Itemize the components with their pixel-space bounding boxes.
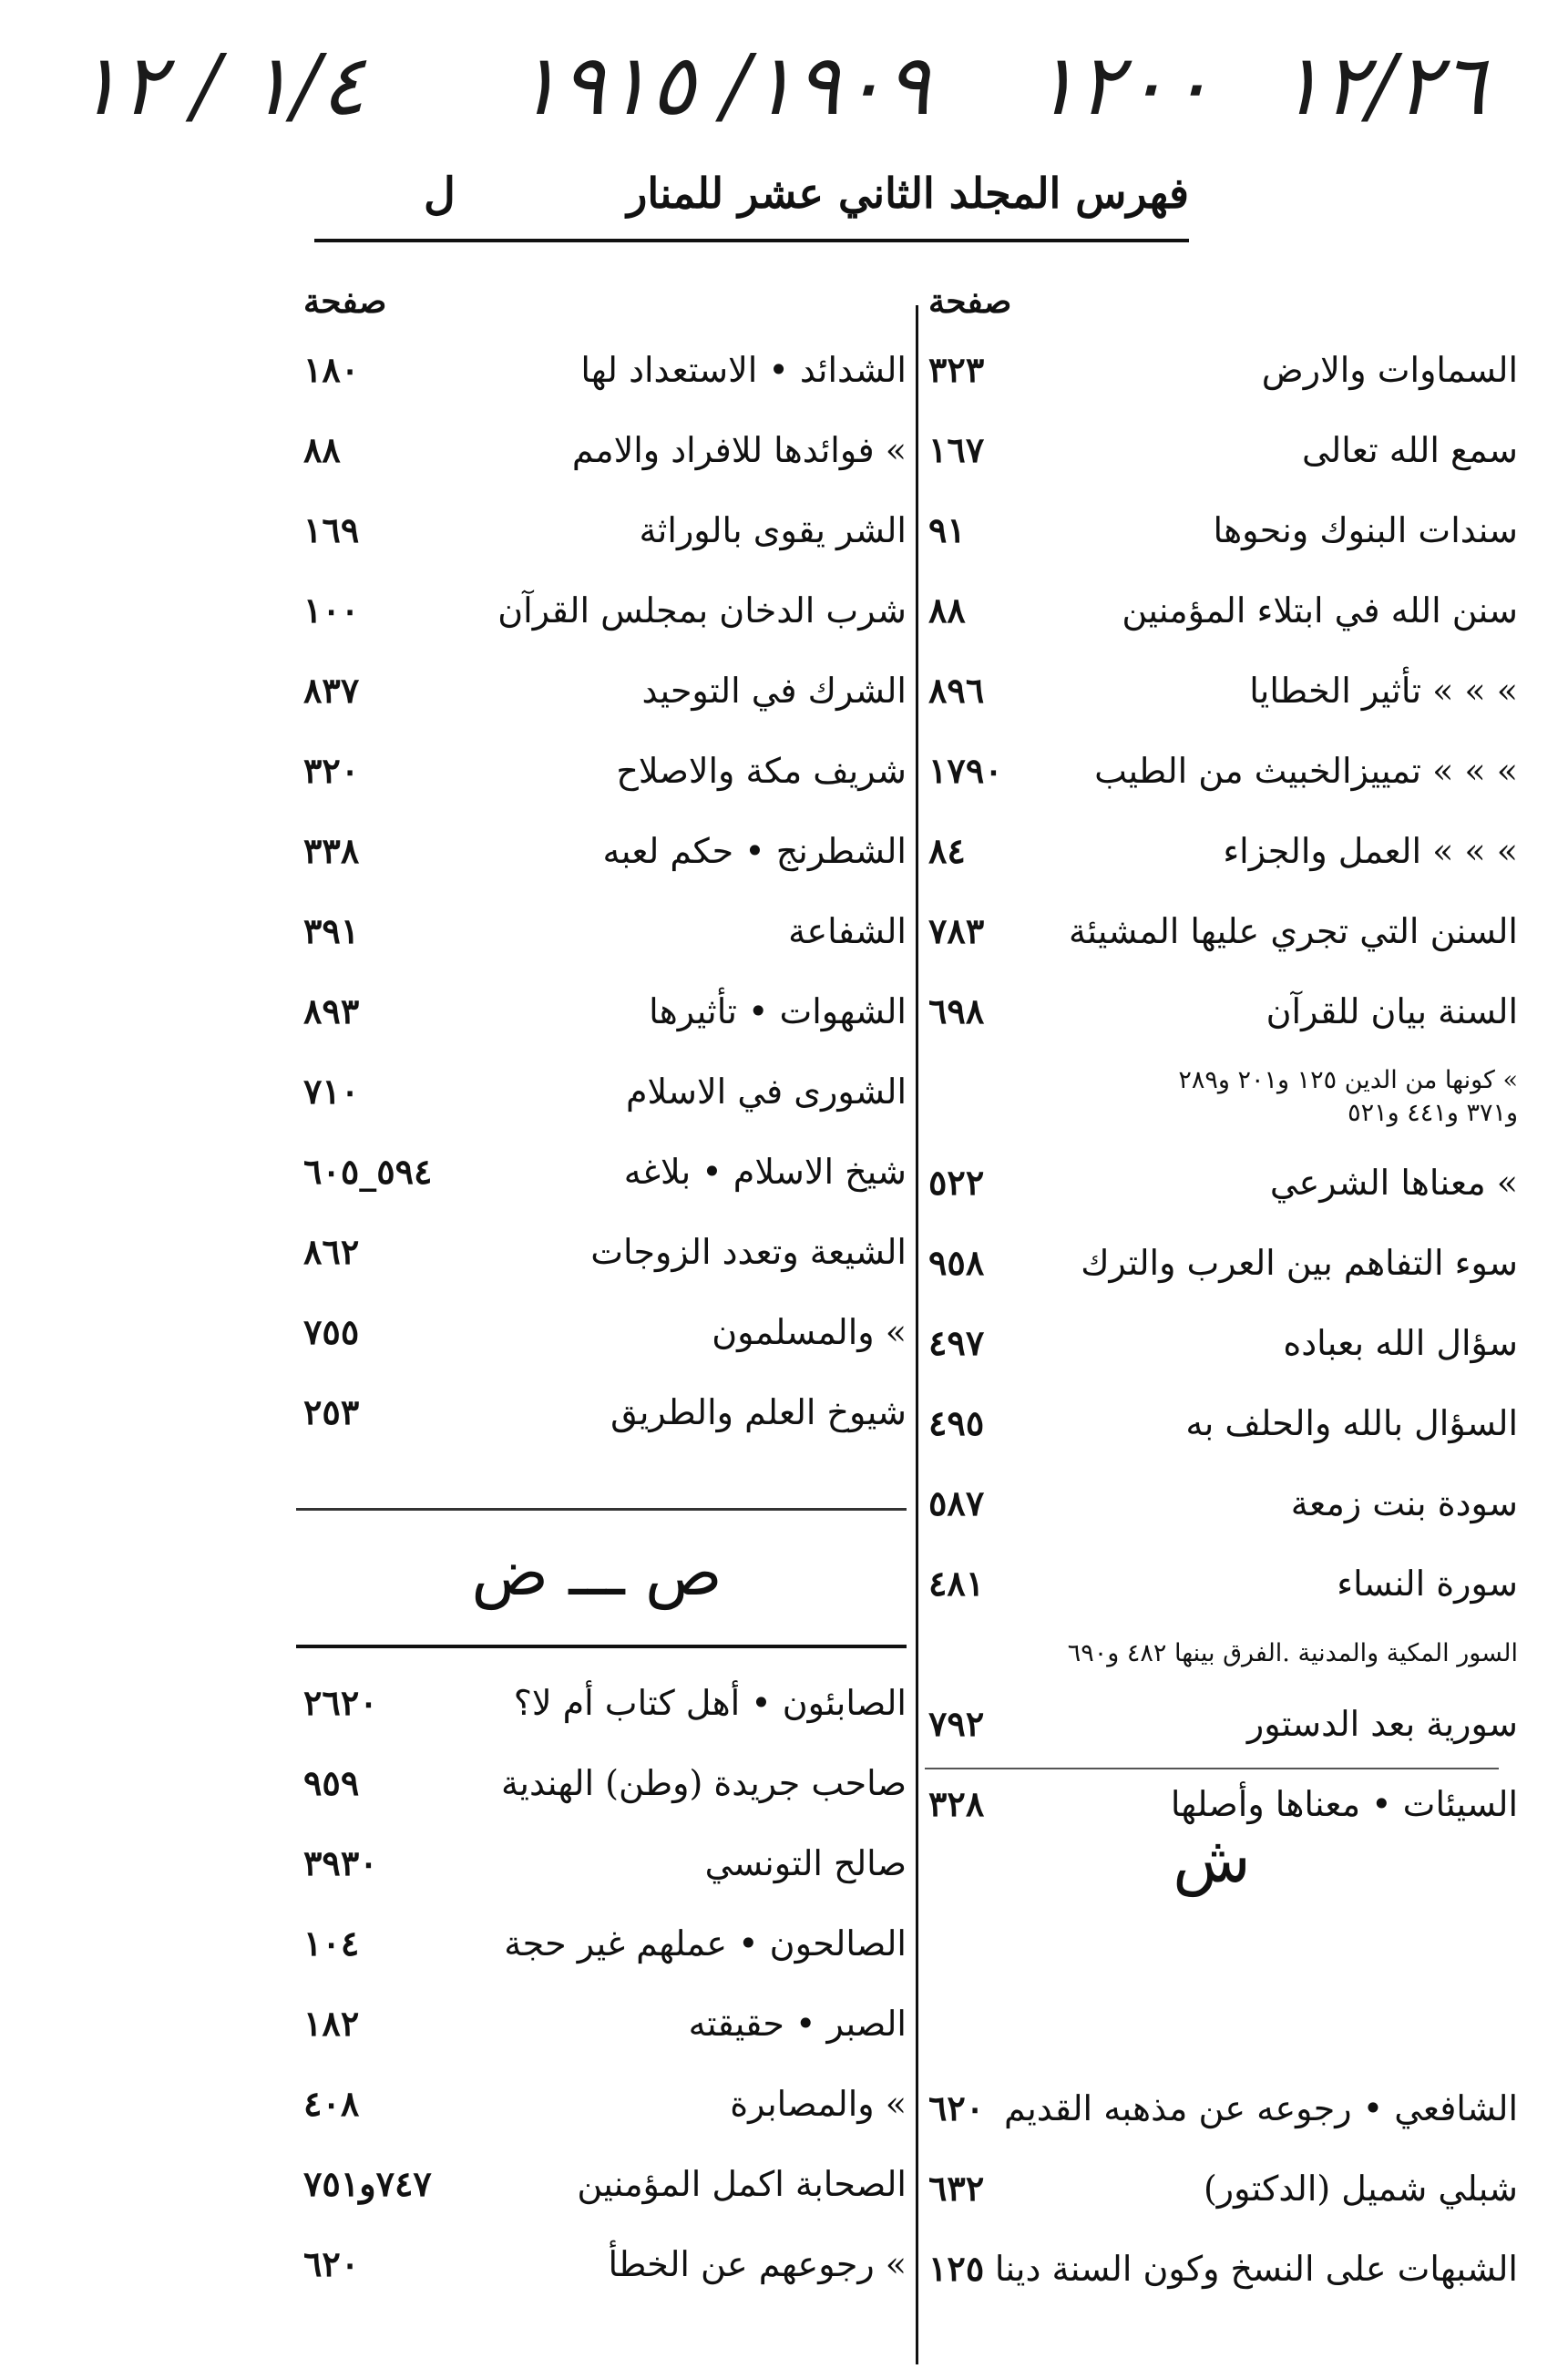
entry-page-number: ٣٩٣٠	[303, 1842, 378, 1883]
entry-text: السؤال بالله والحلف به	[1185, 1403, 1518, 1443]
entry-text: شيوخ العلم والطريق	[610, 1392, 907, 1432]
entry-page-number: ٧٨٣	[928, 910, 985, 951]
entry-page-number: ٨٨	[928, 590, 966, 631]
page-letter: ل	[424, 169, 456, 220]
entry-page-number: ٨٦٢	[303, 1231, 360, 1272]
index-entry	[296, 1903, 907, 1984]
entry-text: سورية بعد الدستور	[1246, 1704, 1518, 1744]
column-heading-left: صفحة	[303, 282, 387, 321]
index-entry	[921, 1051, 1518, 1143]
entry-page-number: ١٦٩	[303, 509, 360, 550]
entry-text: » معناها الشرعي	[1269, 1163, 1518, 1203]
index-entry	[921, 1223, 1518, 1303]
entry-text: » والمسلمون	[712, 1312, 907, 1352]
index-entry	[921, 811, 1518, 891]
handwritten-note-3: ١٩٠٩/ ١٩١٥	[515, 36, 930, 134]
left-entries-sad	[296, 1663, 907, 2304]
index-entry	[921, 410, 1518, 490]
entry-text: الشرك في التوحيد	[641, 671, 907, 711]
entry-text: سودة بنت زمعة	[1290, 1483, 1518, 1523]
index-entry	[921, 330, 1518, 410]
entry-text: السنن التي تجري عليها المشيئة	[1069, 911, 1518, 951]
index-entry	[296, 731, 907, 811]
entry-text: الشطرنج • حكم لعبه	[602, 831, 907, 871]
index-entry	[296, 1132, 907, 1212]
index-entry	[921, 2229, 1518, 2309]
index-entry	[296, 490, 907, 570]
entry-page-number: ٢٦٢٠	[303, 1682, 378, 1723]
entry-page-number: ٦٣٢	[928, 2168, 985, 2209]
entry-page-number: ٧٥٥	[303, 1311, 360, 1352]
entry-text: شبلي شميل (الدكتور)	[1203, 2169, 1518, 2209]
handwritten-annotations	[0, 36, 1568, 173]
entry-page-number: ٣٢٣	[928, 349, 985, 390]
entry-page-number: ١٦٧	[928, 429, 985, 470]
entry-page-number: ٩٥٨	[928, 1242, 985, 1283]
entry-text: الشافعي • رجوعه عن مذهبه القديم	[1003, 2088, 1518, 2128]
entry-text: سورة النساء	[1337, 1564, 1518, 1604]
entry-text: الشدائد • الاستعداد لها	[580, 350, 907, 390]
entry-text: الشهوات • تأثيرها	[649, 991, 907, 1031]
column-divider	[916, 305, 918, 2364]
entry-text: الشفاعة	[788, 911, 907, 951]
entry-page-number: ٧١٠	[303, 1071, 360, 1112]
index-entry	[296, 1212, 907, 1292]
entry-text: سندات البنوك ونحوها	[1213, 510, 1518, 550]
index-entry	[921, 1383, 1518, 1463]
index-entry	[921, 731, 1518, 811]
index-entry	[921, 1543, 1518, 1624]
index-entry	[921, 490, 1518, 570]
entry-page-number: ٩٥٩	[303, 1762, 360, 1803]
index-entry	[296, 1984, 907, 2064]
index-entry	[921, 1143, 1518, 1223]
entry-page-number: ١٧٩٠	[928, 750, 1003, 791]
entry-text-continued: و٣٧١ و٤٤١ و٥٢١	[1348, 1099, 1518, 1127]
index-entry	[921, 891, 1518, 971]
index-entry	[296, 1743, 907, 1823]
entry-page-number: ٣٢٨	[928, 1783, 985, 1824]
index-entry	[296, 410, 907, 490]
entry-text: الشبهات على النسخ وكون السنة دينا	[994, 2249, 1518, 2289]
index-entry	[921, 1303, 1518, 1383]
page-header	[314, 169, 1189, 232]
entry-page-number: ٤٩٧	[928, 1322, 985, 1363]
entry-page-number: ١٨٢	[303, 2003, 360, 2044]
left-entries	[296, 330, 907, 1452]
index-entry	[296, 330, 907, 410]
entry-page-number: ١٠٠	[303, 590, 360, 631]
entry-text: الشر يقوى بالوراثة	[639, 510, 907, 550]
index-entry	[296, 1051, 907, 1132]
entry-page-number: ٨٩٦	[928, 670, 985, 711]
entry-text: » فوائدها للافراد والامم	[571, 430, 907, 470]
index-entry	[921, 570, 1518, 651]
index-entry	[296, 891, 907, 971]
entry-text: صاحب جريدة (وطن) الهندية	[501, 1763, 907, 1803]
entry-page-number: ٨٣٧	[303, 670, 360, 711]
entry-page-number: ٣٣٨	[303, 830, 360, 871]
entry-page-number: ٤٩٥	[928, 1402, 985, 1443]
entry-page-number: ٤٠٨	[303, 2083, 360, 2124]
handwritten-note-1: ١٢/٢٦	[1277, 36, 1486, 134]
entry-text: » والمصابرة	[730, 2084, 907, 2124]
entry-text: » كونها من الدين ١٢٥ و٢٠١ و٢٨٩	[1178, 1066, 1518, 1094]
entry-text: الصحابة اكمل المؤمنين	[577, 2164, 907, 2204]
entry-page-number: ١٠٤	[303, 1923, 360, 1964]
entry-text: » رجوعهم عن الخطأ	[608, 2244, 907, 2284]
index-entry	[296, 651, 907, 731]
index-entry	[296, 811, 907, 891]
entry-text: الصابئون • أهل كتاب أم لا؟	[513, 1683, 907, 1723]
handwritten-note-2: ١٢٠٠	[1032, 36, 1213, 134]
entry-text: شريف مكة والاصلاح	[616, 751, 907, 791]
column-heading-right: صفحة	[928, 282, 1012, 321]
entry-page-number: ٦٢٠	[303, 2243, 360, 2284]
entry-text: شرب الدخان بمجلس القرآن	[497, 590, 907, 631]
section-heading-sh: ش	[1173, 1822, 1251, 1897]
entry-text: الصبر • حقيقته	[688, 2004, 907, 2044]
index-entry	[921, 1624, 1518, 1684]
entry-page-number: ٥٢٢	[928, 1162, 985, 1203]
index-entry	[921, 651, 1518, 731]
entry-text: » » » تأثير الخطايا	[1249, 671, 1518, 711]
entry-page-number: ٥٨٧	[928, 1482, 985, 1523]
entry-page-number: ٤٨١	[928, 1563, 985, 1604]
entry-text: » » » العمل والجزاء	[1223, 831, 1518, 871]
right-column	[921, 273, 1518, 1844]
entry-text: شيخ الاسلام • بلاغه	[623, 1152, 907, 1192]
section-rule-sad-top	[296, 1508, 907, 1511]
index-entry	[296, 2064, 907, 2144]
index-entry	[296, 2224, 907, 2304]
entry-text: السنة بيان للقرآن	[1266, 991, 1518, 1031]
header-rule	[314, 239, 1189, 242]
index-entry	[921, 1463, 1518, 1543]
index-entry	[921, 971, 1518, 1051]
entry-page-number: ٣٢٠	[303, 750, 360, 791]
entry-page-number: ٨٨	[303, 429, 341, 470]
index-entry	[296, 1823, 907, 1903]
index-entry	[296, 1663, 907, 1743]
entry-text: السور المكية والمدنية .الفرق بينها ٤٨٢ و٦٩٠	[1067, 1639, 1518, 1667]
entry-page-number: ٨٩٣	[303, 990, 360, 1031]
entry-text: سؤال الله بعباده	[1283, 1323, 1518, 1363]
entry-page-number: ٥٩٤_٦٠٥	[303, 1151, 433, 1192]
entry-text: الشيعة وتعدد الزوجات	[590, 1232, 907, 1272]
index-entry	[296, 2144, 907, 2224]
entry-page-number: ٨٤	[928, 830, 966, 871]
index-entry	[921, 1684, 1518, 1764]
index-entry	[296, 570, 907, 651]
entry-page-number: ٧٩٢	[928, 1703, 985, 1744]
entry-page-number: ٩١	[928, 509, 966, 550]
entry-text: صالح التونسي	[704, 1843, 907, 1883]
entry-text: الصالحون • عملهم غير حجة	[504, 1923, 907, 1964]
right-entries	[921, 330, 1518, 1844]
entry-text: الشورى في الاسلام	[625, 1072, 907, 1112]
entry-text: سمع الله تعالى	[1301, 430, 1518, 470]
index-entry	[921, 2068, 1518, 2148]
entry-text: سنن الله في ابتلاء المؤمنين	[1122, 590, 1518, 631]
index-entry	[296, 1372, 907, 1452]
entry-page-number: ٦٢٠	[928, 2087, 985, 2128]
index-entry	[296, 971, 907, 1051]
entry-page-number: ٢٥٣	[303, 1391, 360, 1432]
handwritten-note-4: ١/٤ / ١٢	[75, 36, 365, 134]
section-heading-sad: ص ـــ ض	[471, 1535, 723, 1610]
entry-text: سوء التفاهم بين العرب والترك	[1081, 1243, 1518, 1283]
entry-text: السماوات والارض	[1261, 350, 1518, 390]
entry-page-number: ١٢٥	[928, 2248, 985, 2289]
section-rule-sad-bottom	[296, 1645, 907, 1648]
entry-page-number: ١٨٠	[303, 349, 360, 390]
left-column	[296, 273, 907, 1452]
entry-text: السيئات • معناها وأصلها	[1170, 1784, 1518, 1824]
entry-page-number: ٦٩٨	[928, 990, 985, 1031]
section-rule-sh	[925, 1768, 1499, 1769]
entry-page-number: ٣٩١	[303, 910, 360, 951]
index-entry	[296, 1292, 907, 1372]
right-entries-sh	[921, 2068, 1518, 2309]
entry-text: » » » تمييزالخبيث من الطيب	[1094, 751, 1518, 791]
index-entry	[921, 2148, 1518, 2229]
entry-page-number: ٧٤٧و٧٥١	[303, 2163, 432, 2204]
page-title: فهرس المجلد الثاني عشر للمنار	[627, 169, 1189, 218]
